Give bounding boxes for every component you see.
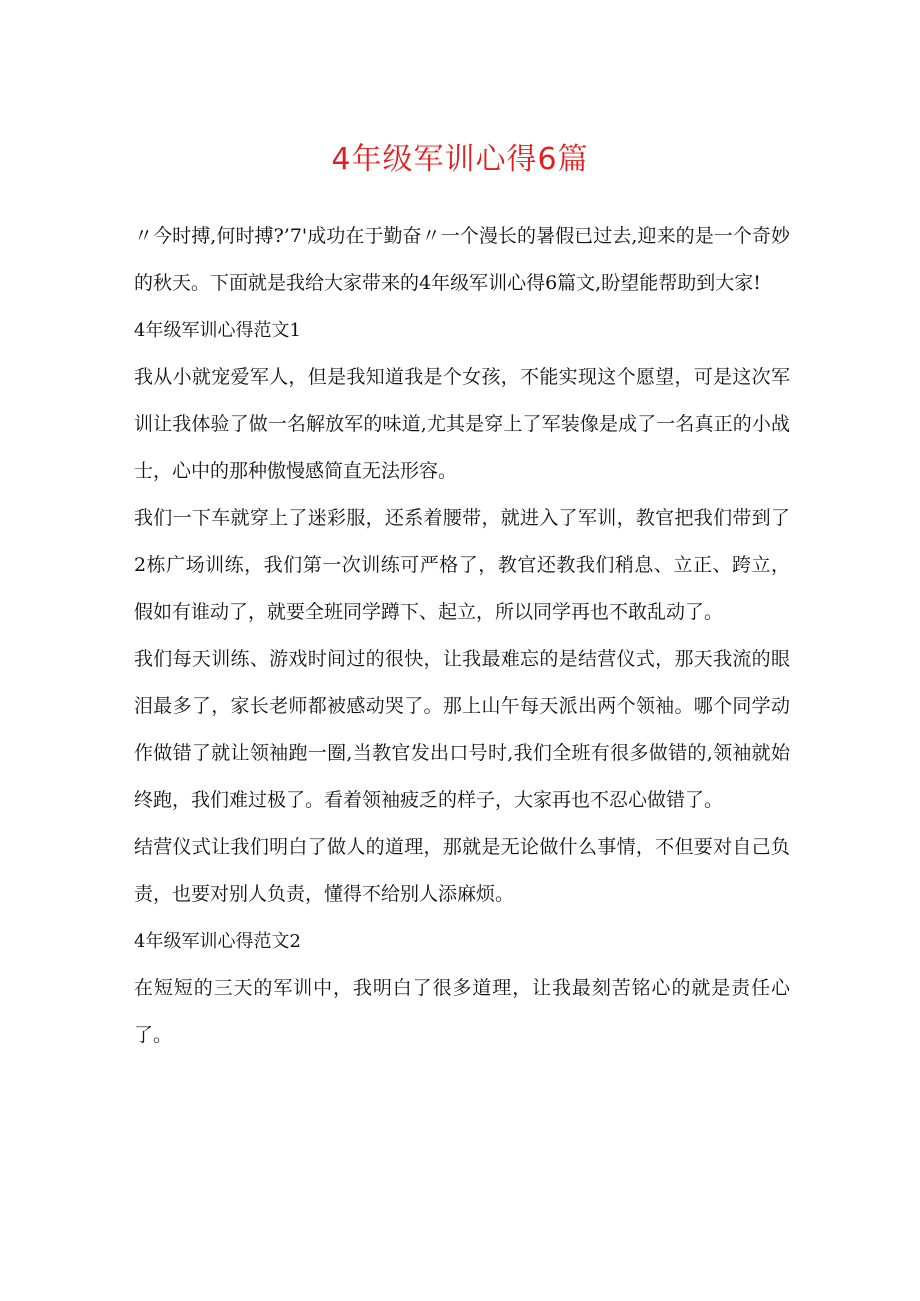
- section-heading-2: 4年级军训心得范文2: [134, 931, 301, 952]
- section-heading-1: 4年级军训心得范文1: [134, 320, 301, 341]
- body-paragraph: 结营仪式让我们明白了做人的道理，那就是无论做什么事情，不但要对自己负责，也要对别人负责，懂得不给别人添麻烦。: [134, 836, 790, 905]
- body-paragraph: 在短短的三天的军训中，我明白了很多道理，让我最刻苦铭心的就是责任心了。: [134, 977, 790, 1046]
- document-body: [134, 213, 790, 1059]
- body-paragraph: 我们一下车就穿上了迷彩服，还系着腰带，就进入了军训，教官把我们带到了2栋广场训练，我们第一次训练可严格了，教官还教我们稍息、立正、跨立，假如有谁动了，就要全班同学蹲下、起立，所以同学再也不敢乱动了。: [134, 507, 790, 623]
- body-paragraph: 我们每天训练、游戏时间过的很快，让我最难忘的是结营仪式，那天我流的眼泪最多了，家长老师都被感动哭了。那上山午每天派出两个领袖。哪个同学动作做错了就让领袖跑一圈,当教官发出口号时,我们全班有很多做错的,领袖就始终跑，我们难过极了。看着领袖疲乏的样子，大家再也不忍心做错了。: [134, 648, 790, 811]
- intro-paragraph: 〃今时搏,何时搏?’7'成功在于勤奋〃一个漫长的暑假已过去,迎来的是一个奇妙的秋天。下面就是我给大家带来的4年级军训心得6篇文,盼望能帮助到大家!: [134, 225, 790, 294]
- body-paragraph: 我从小就宠爱军人，但是我知道我是个女孩，不能实现这个愿望，可是这次军训让我体验了做一名解放军的味道,尤其是穿上了军装像是成了一名真正的小战士，心中的那种傲慢感简直无法形容。: [134, 366, 790, 482]
- document-title: 4年级军训心得6篇: [331, 142, 589, 177]
